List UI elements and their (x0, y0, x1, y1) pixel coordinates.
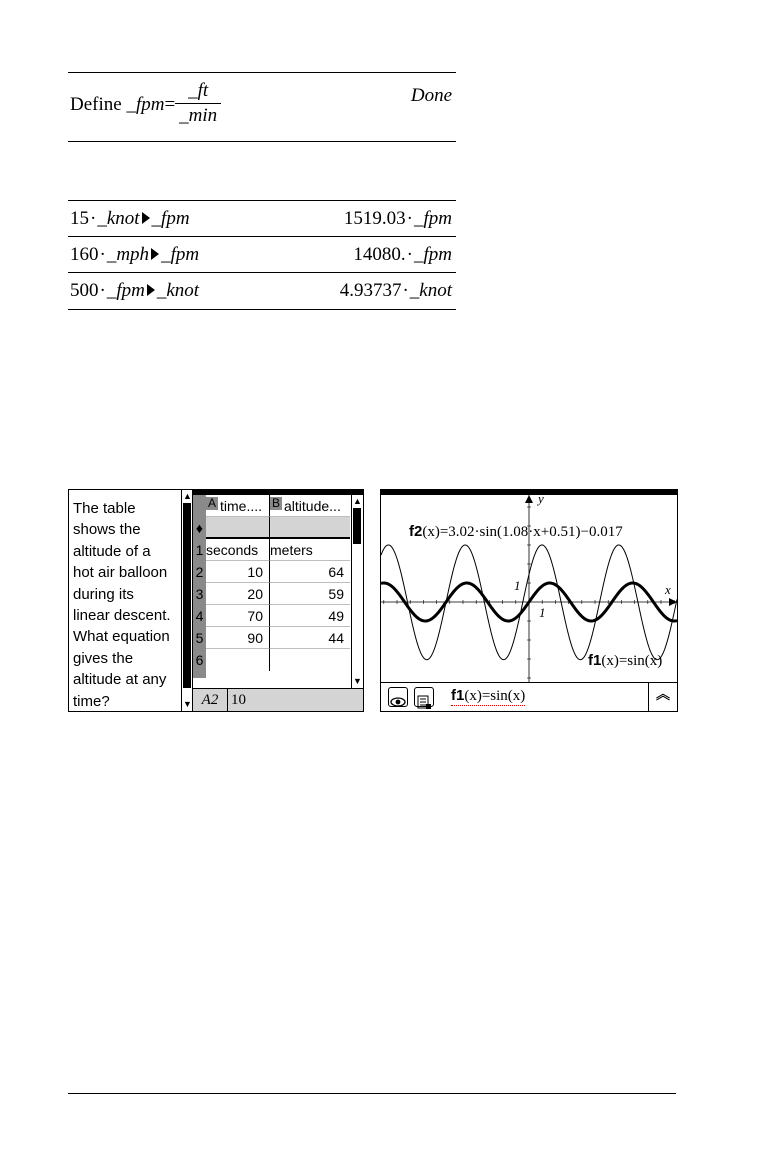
function-entry-line[interactable] (381, 682, 677, 711)
cell-entry-line[interactable] (193, 688, 363, 711)
graph-panel[interactable] (380, 489, 678, 712)
spreadsheet-panel[interactable] (192, 489, 364, 712)
notes-text: The table shows the altitude of a hot air balloon during its linear descent. What equation gives the altitude at any time? (73, 500, 171, 710)
table-cell[interactable]: meters (270, 539, 350, 561)
table-cell[interactable]: 20 (206, 583, 270, 605)
formula-cell-a[interactable] (206, 517, 270, 539)
row-number-column: ♦ 1 2 3 4 5 6 (193, 495, 206, 678)
fraction: $\frac{\_ft}{\_\min}$ (175, 79, 221, 128)
define-result: Done (410, 85, 452, 106)
history-entry-conversion[interactable]: 160·_mph _fpm 14080.·_fpm (70, 244, 452, 265)
table-cell[interactable]: 59 (270, 583, 350, 605)
y-tick-label: 1 (514, 578, 521, 593)
scroll-up-icon[interactable]: ▲ (353, 496, 362, 506)
history-entry-conversion[interactable]: 15·_knot _fpm 1519.03·_fpm (70, 208, 452, 229)
sheet-scrollbar[interactable] (351, 495, 363, 688)
table-cell[interactable]: 44 (270, 627, 350, 649)
history-entry-conversion[interactable]: 500·_fpm _knot 4.93737·_knot (70, 280, 452, 301)
footer-divider (68, 1093, 676, 1094)
cell-value-input[interactable]: 10 (231, 692, 246, 708)
function-list-icon[interactable] (414, 687, 434, 707)
history-entry-define[interactable]: Define _fpm= $\frac{\_ft}{\_\min}$ Done (70, 80, 452, 126)
double-chevron-up-icon[interactable]: ︽ (648, 683, 677, 711)
divider (68, 309, 456, 310)
f1-label[interactable]: f1(x)=sin(x) (588, 652, 663, 669)
y-axis-arrow-icon (525, 495, 533, 503)
function-entry-input[interactable]: f1(x)=sin(x) (451, 687, 526, 704)
scroll-up-icon[interactable]: ▲ (183, 491, 192, 501)
table-cell[interactable]: 10 (206, 561, 270, 583)
define-keyword: Define (70, 93, 122, 115)
table-cell[interactable]: 90 (206, 627, 270, 649)
x-tick-label: 1 (539, 605, 546, 620)
y-axis-label: y (538, 491, 544, 506)
table-cell[interactable]: seconds (206, 539, 270, 561)
spacer (68, 142, 456, 200)
convert-arrow-icon (142, 212, 150, 224)
convert-arrow-icon (151, 248, 159, 260)
formula-row-marker: ♦ (195, 520, 204, 536)
scroll-thumb[interactable] (183, 503, 191, 688)
scroll-thumb[interactable] (353, 508, 361, 544)
eye-icon[interactable] (388, 687, 408, 707)
table-cell[interactable] (206, 649, 270, 671)
table-cell[interactable]: 64 (270, 561, 350, 583)
table-cell[interactable]: 49 (270, 605, 350, 627)
formula-cell-b[interactable] (270, 517, 350, 539)
x-axis-label: x (665, 582, 671, 597)
table-cell[interactable] (270, 649, 350, 671)
table-cell[interactable]: 70 (206, 605, 270, 627)
notes-panel[interactable] (68, 489, 194, 712)
cell-reference: A2 (193, 689, 228, 711)
calculator-history (68, 72, 456, 310)
spreadsheet-grid[interactable] (206, 495, 350, 678)
f2-label[interactable]: f2(x)=3.02·sin(1.08·x+0.51)−0.017 (409, 523, 623, 540)
column-header-b[interactable]: B altitude... (270, 495, 350, 517)
column-header-a[interactable]: A time.... (206, 495, 270, 517)
scroll-down-icon[interactable]: ▼ (183, 699, 192, 709)
scroll-down-icon[interactable]: ▼ (353, 676, 362, 686)
define-name: _fpm (126, 93, 165, 115)
convert-arrow-icon (147, 284, 155, 296)
